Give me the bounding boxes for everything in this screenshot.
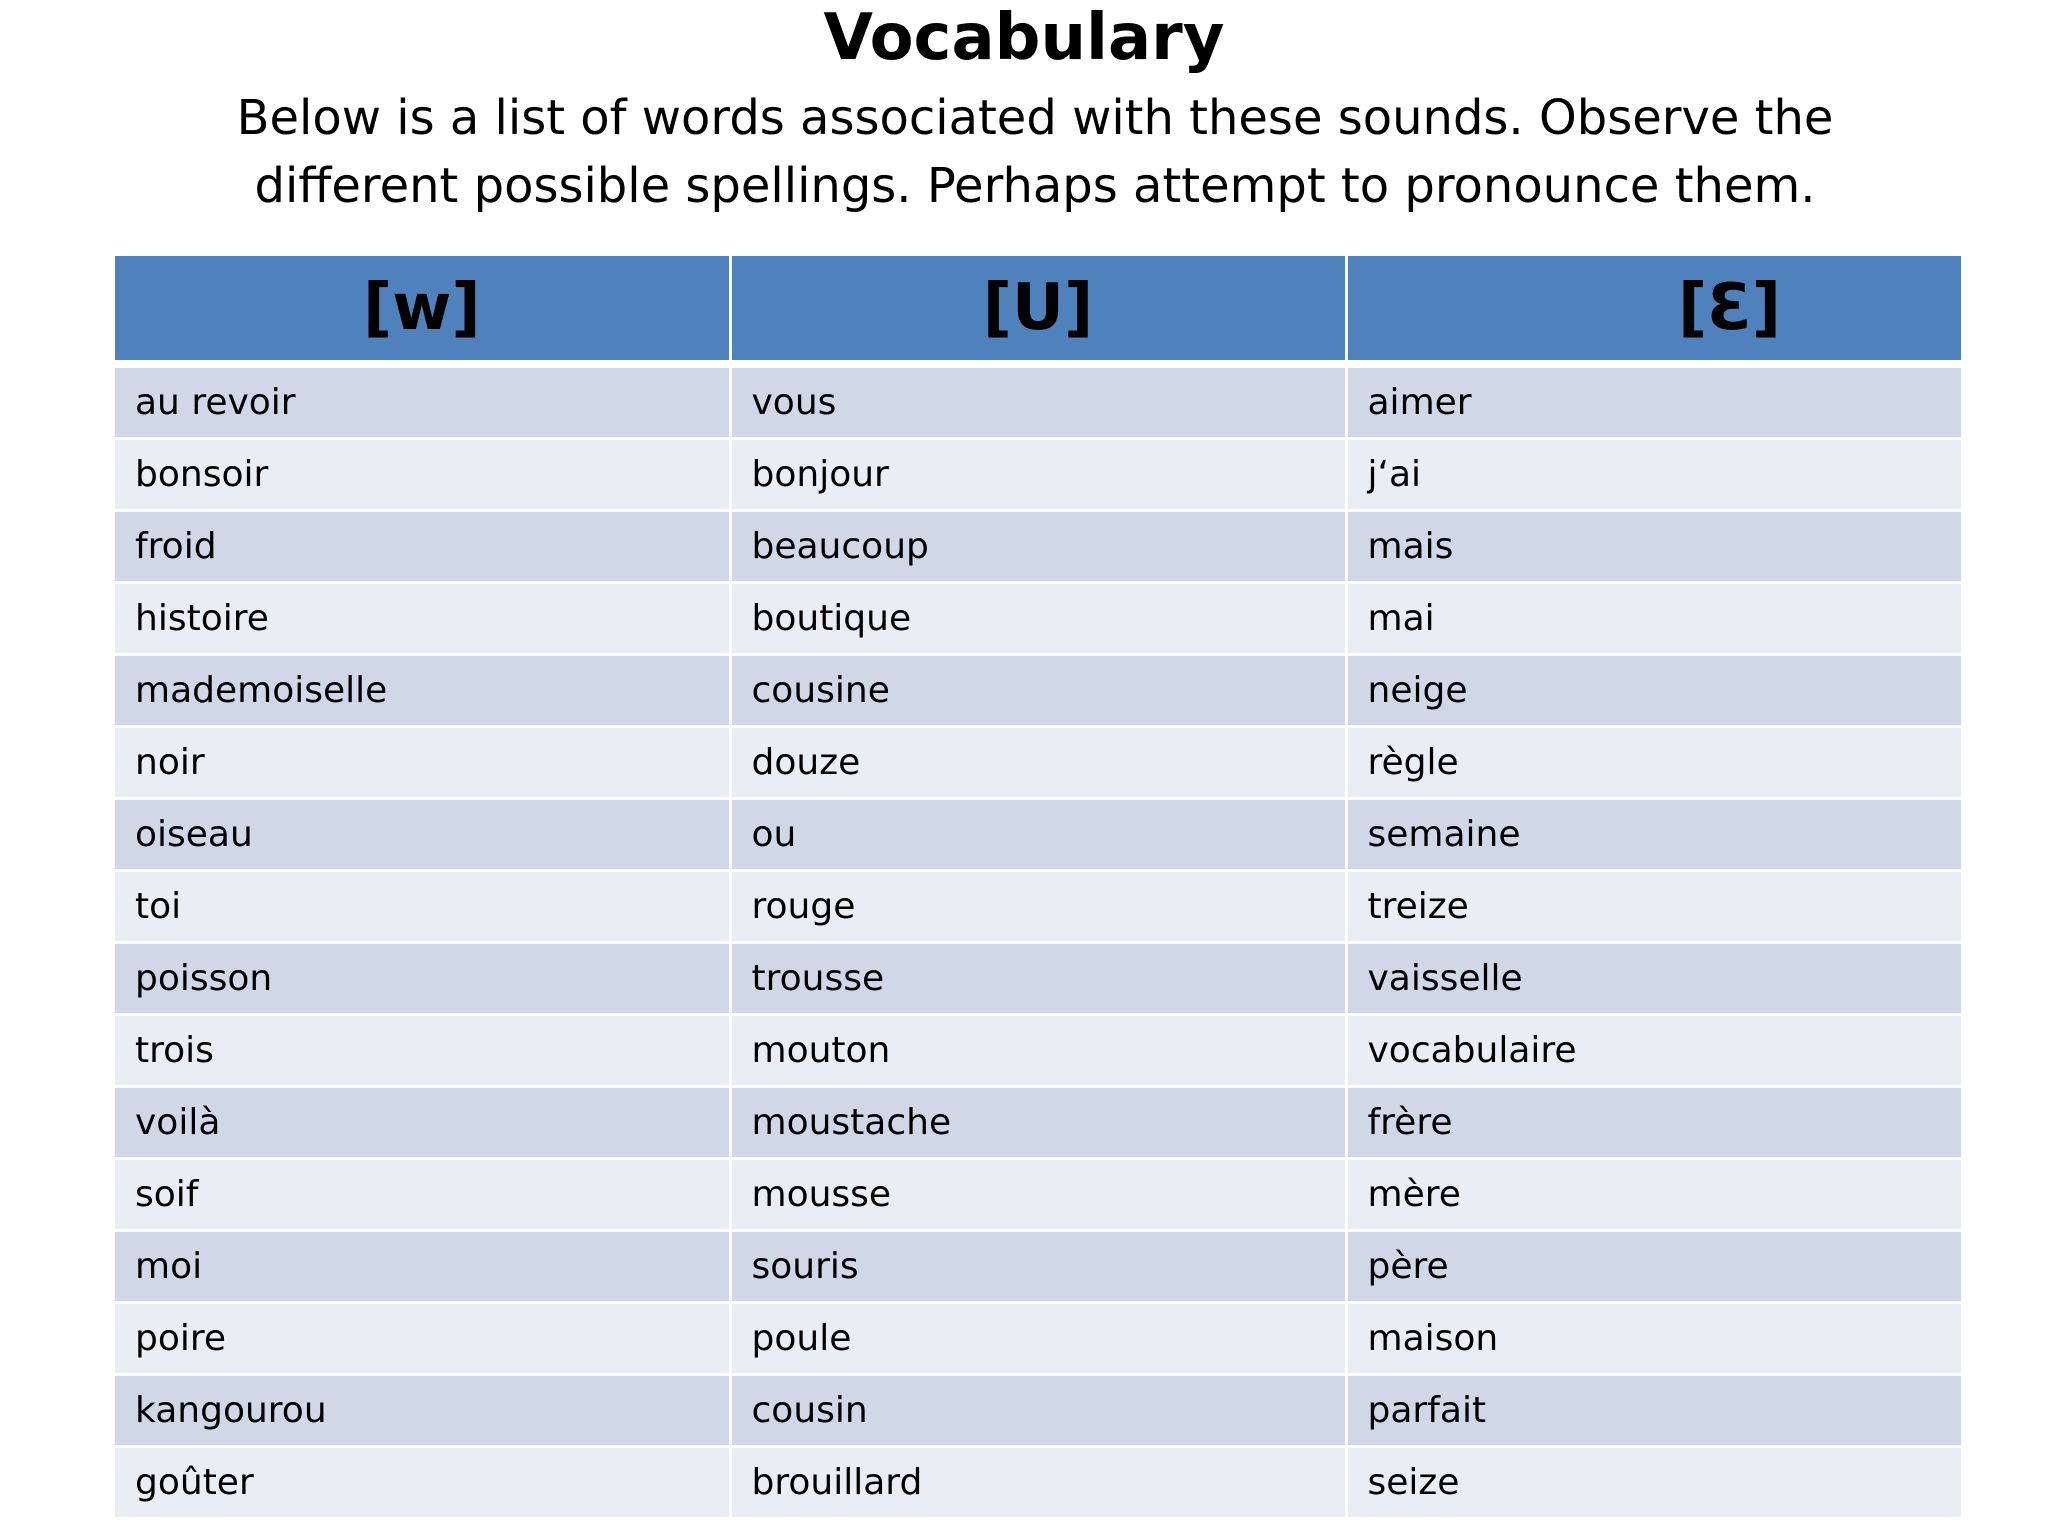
table-cell-u-word: rouge xyxy=(730,871,1346,943)
header-e-sound: [Ɛ] xyxy=(1346,256,1961,364)
table-cell-w-word: bonsoir xyxy=(115,439,730,511)
table-cell-w-word: goûter xyxy=(115,1447,730,1519)
table-cell-u-word: boutique xyxy=(730,583,1346,655)
table-cell-u-word: moustache xyxy=(730,1087,1346,1159)
table-row xyxy=(115,943,1961,1015)
table-cell-w-word: au revoir xyxy=(115,364,730,439)
table-cell-w-word: moi xyxy=(115,1231,730,1303)
table-row xyxy=(115,511,1961,583)
table-cell-w-word: froid xyxy=(115,511,730,583)
table-row xyxy=(115,1087,1961,1159)
table-row xyxy=(115,1303,1961,1375)
table-row xyxy=(115,1015,1961,1087)
table-cell-w-word: noir xyxy=(115,727,730,799)
table-row xyxy=(115,1375,1961,1447)
table-cell-w-word: poisson xyxy=(115,943,730,1015)
table-cell-e-word: mai xyxy=(1346,583,1961,655)
table-cell-w-word: poire xyxy=(115,1303,730,1375)
table-row xyxy=(115,364,1961,439)
header-w-sound: [w] xyxy=(115,256,730,364)
page-title: Vocabulary xyxy=(823,1,1225,75)
table-cell-e-word: treize xyxy=(1346,871,1961,943)
table-cell-e-word: parfait xyxy=(1346,1375,1961,1447)
table-header-row xyxy=(115,256,1961,364)
table-cell-e-word: frère xyxy=(1346,1087,1961,1159)
table-cell-u-word: cousin xyxy=(730,1375,1346,1447)
table-cell-u-word: poule xyxy=(730,1303,1346,1375)
table-row xyxy=(115,799,1961,871)
vocabulary-table xyxy=(115,256,1961,1520)
table-cell-u-word: mouton xyxy=(730,1015,1346,1087)
table-cell-e-word: neige xyxy=(1346,655,1961,727)
table-row xyxy=(115,655,1961,727)
table-row xyxy=(115,439,1961,511)
table-cell-w-word: kangourou xyxy=(115,1375,730,1447)
table-cell-u-word: cousine xyxy=(730,655,1346,727)
table-row xyxy=(115,871,1961,943)
table-cell-e-word: mère xyxy=(1346,1159,1961,1231)
table-cell-u-word: douze xyxy=(730,727,1346,799)
table-cell-e-word: semaine xyxy=(1346,799,1961,871)
table-cell-e-word: seize xyxy=(1346,1447,1961,1519)
table-cell-u-word: souris xyxy=(730,1231,1346,1303)
table-row xyxy=(115,1231,1961,1303)
header-u-sound: [U] xyxy=(730,256,1346,364)
table-cell-u-word: mousse xyxy=(730,1159,1346,1231)
table-cell-w-word: histoire xyxy=(115,583,730,655)
table-cell-e-word: j‘ai xyxy=(1346,439,1961,511)
page-subtitle: Below is a list of words associated with these sounds. Observe the different possible spellings. Perhaps attempt to pronounce them. xyxy=(236,90,1834,214)
table-cell-e-word: vaisselle xyxy=(1346,943,1961,1015)
table-cell-e-word: père xyxy=(1346,1231,1961,1303)
table-cell-u-word: bonjour xyxy=(730,439,1346,511)
table-row xyxy=(115,583,1961,655)
table-row xyxy=(115,727,1961,799)
table-cell-e-word: maison xyxy=(1346,1303,1961,1375)
table-cell-e-word: mais xyxy=(1346,511,1961,583)
table-cell-u-word: ou xyxy=(730,799,1346,871)
table-cell-e-word: règle xyxy=(1346,727,1961,799)
table-row xyxy=(115,1447,1961,1519)
table-cell-u-word: trousse xyxy=(730,943,1346,1015)
table-cell-w-word: toi xyxy=(115,871,730,943)
table-cell-u-word: vous xyxy=(730,364,1346,439)
table-cell-w-word: mademoiselle xyxy=(115,655,730,727)
table-cell-u-word: brouillard xyxy=(730,1447,1346,1519)
table-cell-u-word: beaucoup xyxy=(730,511,1346,583)
table-cell-w-word: oiseau xyxy=(115,799,730,871)
table-cell-w-word: soif xyxy=(115,1159,730,1231)
table-row xyxy=(115,1159,1961,1231)
table-cell-w-word: voilà xyxy=(115,1087,730,1159)
table-cell-w-word: trois xyxy=(115,1015,730,1087)
table-cell-e-word: vocabulaire xyxy=(1346,1015,1961,1087)
table-cell-e-word: aimer xyxy=(1346,364,1961,439)
